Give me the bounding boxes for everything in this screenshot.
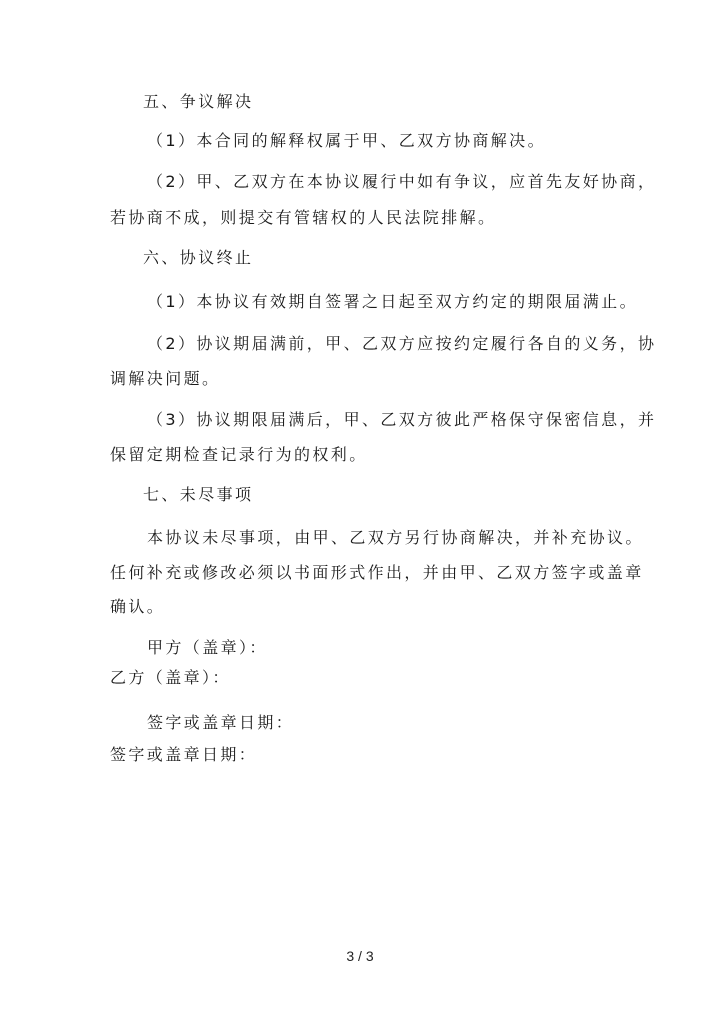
signature-party-a: 甲方（盖章）： [147, 638, 268, 657]
signature-date-b: 签字或盖章日期： [110, 745, 258, 764]
signature-party-b: 乙方（盖章）： [110, 668, 231, 687]
section-heading-other-matters: 七、未尽事项 [143, 485, 254, 504]
paragraph: 若协商不成，则提交有管辖权的人民法院排解。 [110, 208, 497, 227]
paragraph: （2）甲、乙双方在本协议履行中如有争议，应首先友好协商， [147, 172, 657, 191]
paragraph: （3）协议期限届满后，甲、乙双方彼此严格保守保密信息，并 [147, 410, 657, 429]
paragraph: （1）本协议有效期自签署之日起至双方约定的期限届满止。 [147, 292, 638, 311]
paragraph: （2）协议期届满前，甲、乙双方应按约定履行各自的义务，协 [147, 334, 657, 353]
paragraph: 保留定期检查记录行为的权利。 [110, 445, 368, 464]
paragraph: 确认。 [110, 597, 166, 616]
paragraph: 本协议未尽事项，由甲、乙双方另行协商解决，并补充协议。 [147, 528, 644, 547]
section-heading-dispute: 五、争议解决 [143, 92, 254, 111]
signature-date-a: 签字或盖章日期： [147, 713, 295, 732]
paragraph: 调解决问题。 [110, 369, 221, 388]
section-heading-termination: 六、协议终止 [143, 248, 254, 267]
page-number: 3 / 3 [346, 948, 374, 964]
paragraph: （1）本合同的解释权属于甲、乙双方协商解决。 [147, 131, 546, 150]
paragraph: 任何补充或修改必须以书面形式作出，并由甲、乙双方签字或盖章 [110, 563, 644, 582]
